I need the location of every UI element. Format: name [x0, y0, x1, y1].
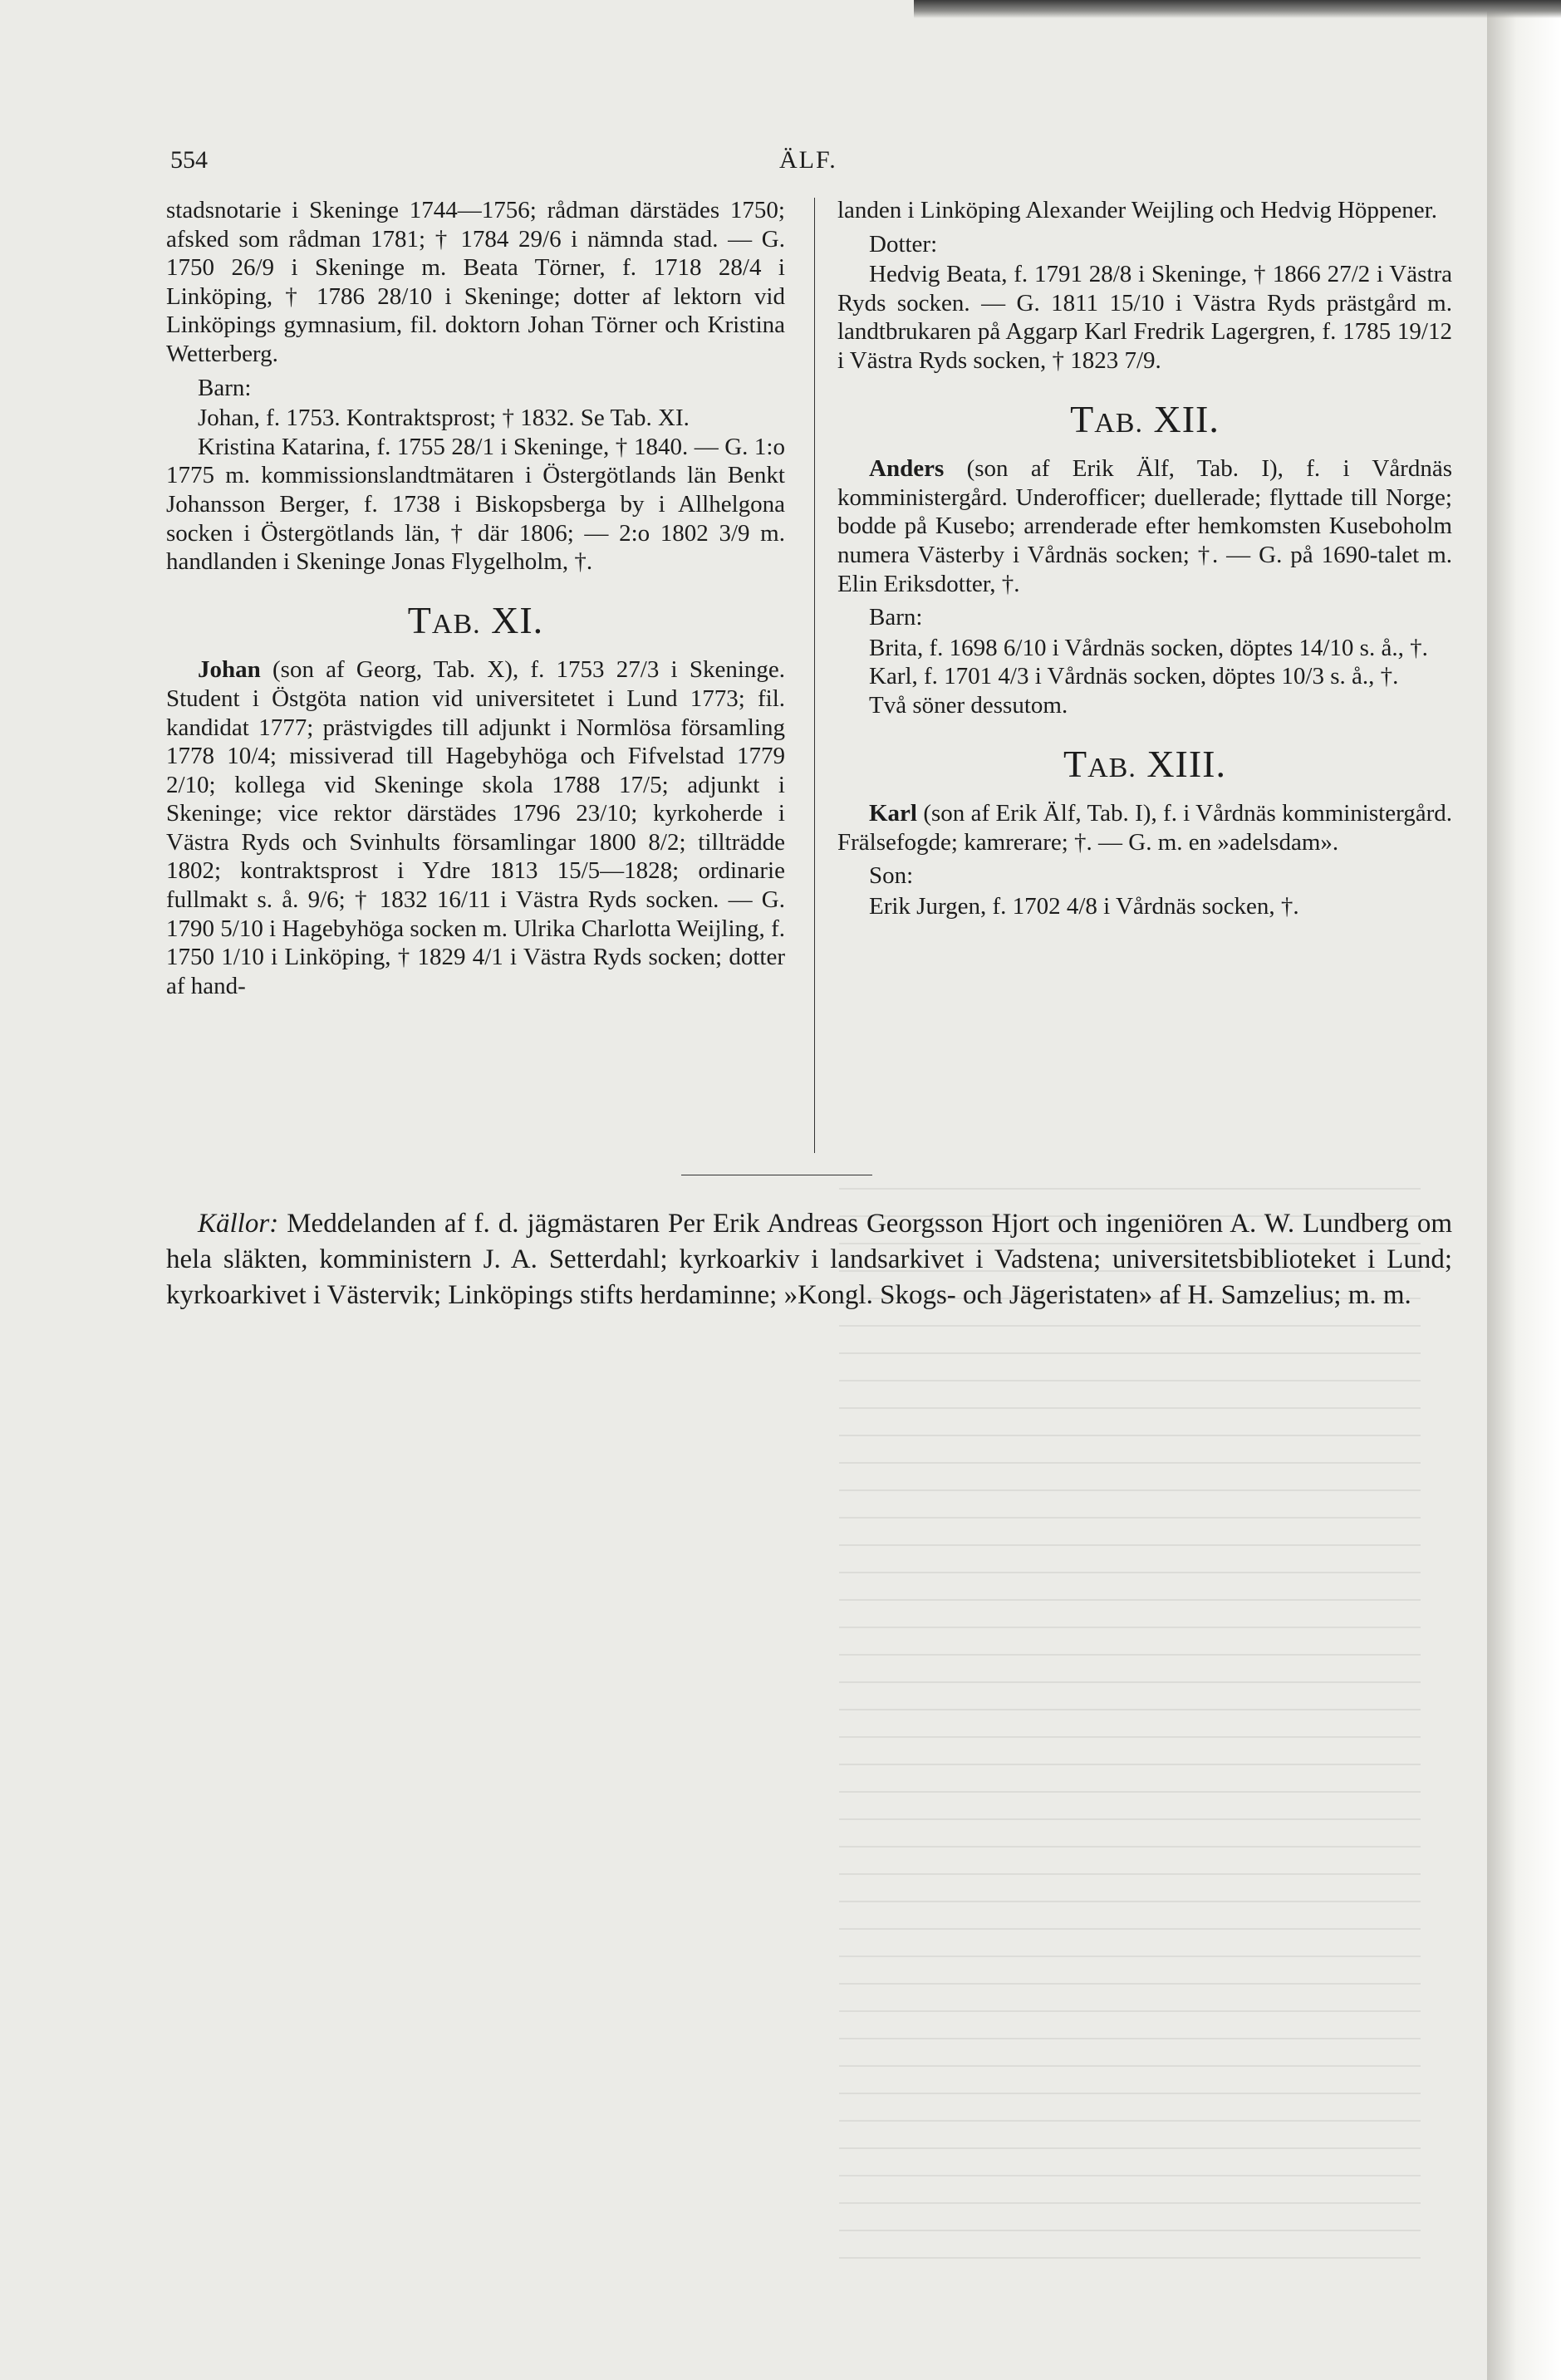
- running-head: ÄLF.: [779, 146, 837, 174]
- entry-text: (son af Georg, Tab. X), f. 1753 27/3 i Skeninge. Student i Östgöta nation vid universitetet i Lund 1773; fil. kandidat 1777; prästvigdes till adjunkt i Normlösa församling 1778 10/4; missiverad till Hagebyhöga och Fifvelstad 1779 2/10; kollega vid Skeninge skola 1788 17/5; adjunkt i Skeninge; vice rektor därstädes 1796 23/10; kyrkoherde i Västra Ryds och Svinhults församlingar 1800 8/2; tillträdde 1802; kontraktsprost i Ydre 1813 15/5—1828; ordinarie fullmakt s. å. 9/6; † 1832 16/11 i Västra Ryds socken. — G. 1790 5/10 i Hagebyhöga socken m. Ulrika Charlotta Weijling, f. 1750 1/10 i Linköping, † 1829 4/1 i Västra Ryds socken; dotter af hand-: [166, 656, 786, 999]
- page-edge-shadow: [1487, 0, 1561, 2380]
- son-heading: Son:: [869, 862, 914, 890]
- entry-paragraph: [837, 799, 1452, 856]
- entry-text: (son af Erik Älf, Tab. I), f. i Vårdnäs komministergård. Frälsefogde; kamrerare; †. — G. m. en »adelsdam».: [837, 800, 1452, 856]
- barn-heading: Barn:: [869, 604, 923, 631]
- entry-name: Anders: [869, 455, 945, 483]
- sources-label: Källor:: [198, 1209, 279, 1239]
- entry-name: Johan: [198, 656, 261, 684]
- page-number: 554: [170, 146, 208, 174]
- dotter-heading: Dotter:: [869, 230, 938, 258]
- sources-paragraph: [166, 1206, 1452, 1313]
- table-heading-xiii: TAB. XIII.: [1063, 742, 1227, 785]
- entry-paragraph: [166, 655, 785, 1000]
- entry-name: Karl: [869, 800, 917, 827]
- continuation-paragraph: landen i Linköping Alexander Weijling och Hedvig Höppener.: [837, 197, 1437, 223]
- child-entry: Två söner dessutom.: [869, 691, 1068, 719]
- page-top-shadow: [914, 0, 1561, 18]
- barn-heading: Barn:: [198, 374, 252, 401]
- entry-paragraph: [837, 454, 1452, 598]
- intro-paragraph: stadsnotarie i Skeninge 1744—1756; rådman därstädes 1750; afsked som rådman 1781; † 1784 29/6 i nämnda stad. — G. 1750 26/9 i Skeninge m. Beata Törner, f. 1718 28/4 i Linköping, † 1786 28/10 i Skeninge; dotter af lektorn vid Linköpings gymnasium, fil. doktorn Johan Törner och Kristina Wetterberg.: [166, 197, 785, 367]
- child-entry: Hedvig Beata, f. 1791 28/8 i Skeninge, † 1866 27/2 i Västra Ryds socken. — G. 1811 15/10 i Västra Ryds prästgård m. landtbrukaren på Aggarp Karl Fredrik Lagergren, f. 1785 19/12 i Västra Ryds socken, † 1823 7/9.: [837, 261, 1452, 374]
- child-entry: Kristina Katarina, f. 1755 28/1 i Skeninge, † 1840. — G. 1:o 1775 m. kommissionslandtmätaren i Östergötlands län Benkt Johansson Berger, f. 1738 i Biskopsberga by i Allhelgona socken i Östergötlands län, † där 1806; — 2:o 1802 3/9 m. handlanden i Skeninge Jonas Flygelholm, †.: [166, 433, 785, 576]
- table-heading-xi: TAB. XI.: [407, 598, 544, 641]
- child-entry: Erik Jurgen, f. 1702 4/8 i Vårdnäs socken, †.: [869, 892, 1299, 920]
- right-column: [837, 196, 1452, 920]
- table-heading-xii: TAB. XII.: [1070, 397, 1220, 440]
- column-divider: [814, 198, 815, 1153]
- sources-text: Meddelanden af f. d. jägmästaren Per Erik Andreas Georgsson Hjort och ingeniören A. W. Lundberg om hela släkten, komministern J. A. Setterdahl; kyrkoarkiv i landsarkivet i Vadstena; universitetsbiblioteket i Lund; kyrkoarkivet i Västervik; Linköpings stifts herdaminne; »Kongl. Skogs- och Jägeristaten» af H. Samzelius; m. m.: [166, 1209, 1452, 1310]
- bleed-through-text: [839, 1188, 1421, 2268]
- child-entry: Karl, f. 1701 4/3 i Vårdnäs socken, döptes 10/3 s. å., †.: [869, 663, 1399, 690]
- left-column: [166, 196, 785, 1000]
- entry-text: (son af Erik Älf, Tab. I), f. i Vårdnäs komministergård. Underofficer; duellerade; flyttade till Norge; bodde på Kusebo; arrenderade efter hemkomsten Kuseboholm numera Västerby i Vårdnäs socken; †. — G. på 1690-talet m. Elin Eriksdotter, †.: [837, 455, 1453, 597]
- child-entry: Brita, f. 1698 6/10 i Vårdnäs socken, döptes 14/10 s. å., †.: [869, 634, 1428, 661]
- child-entry: Johan, f. 1753. Kontraktsprost; † 1832. Se Tab. XI.: [198, 405, 690, 432]
